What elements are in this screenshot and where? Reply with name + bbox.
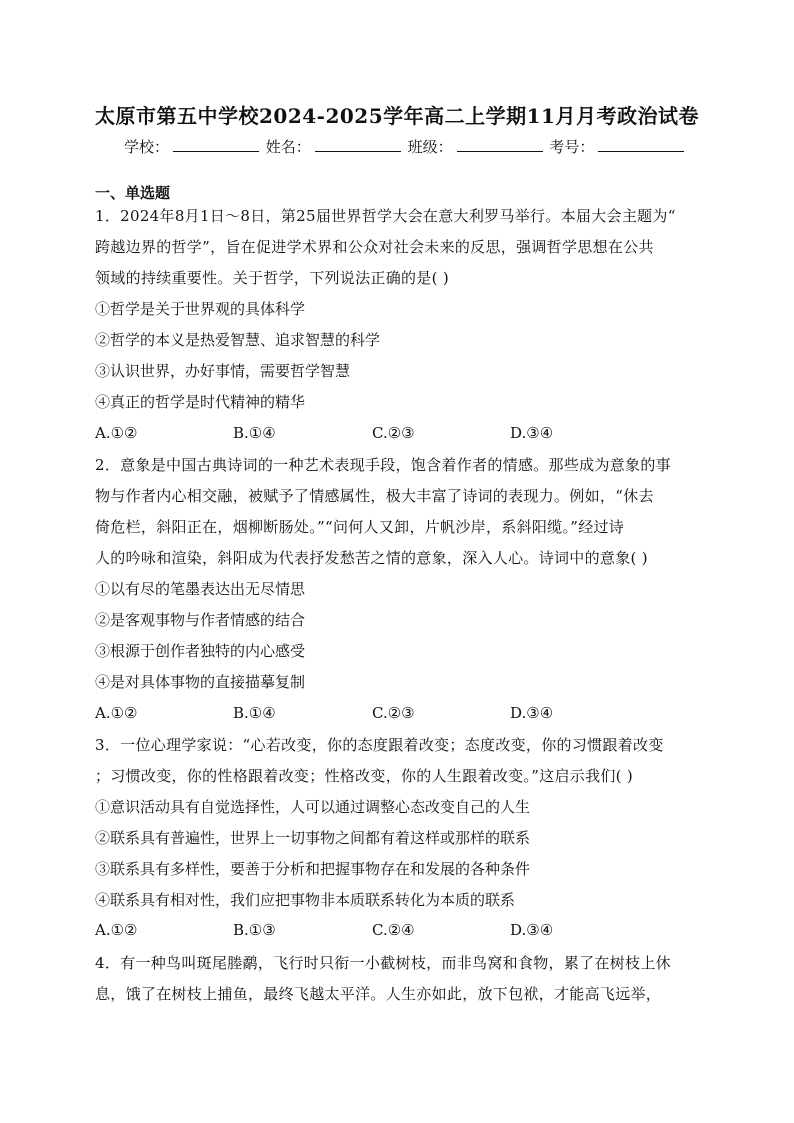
section-title: 一、单选题 xyxy=(95,184,171,202)
school-label: 学校： xyxy=(124,138,170,156)
q3-item: ④联系具有相对性，我们应把事物非本质联系转化为本质的联系 xyxy=(95,891,516,909)
q4-stem-line: 息，饿了在树枝上捕鱼，最终飞越太平洋。人生亦如此，放下包袱，才能高飞远举， xyxy=(95,985,662,1003)
q1-option-a[interactable]: A.①② xyxy=(95,424,138,442)
q4-stem-line: 4．有一种鸟叫斑尾塍鹬，飞行时只衔一小截树枝，而非鸟窝和食物，累了在树枝上休 xyxy=(95,954,671,972)
q1-option-c[interactable]: C.②③ xyxy=(372,424,415,442)
q2-option-a[interactable]: A.①② xyxy=(95,704,138,722)
q1-option-d[interactable]: D.③④ xyxy=(510,424,554,442)
q2-stem-line: 物与作者内心相交融，被赋予了情感属性，极大丰富了诗词的表现力。例如，“休去 xyxy=(95,487,654,505)
q2-option-d[interactable]: D.③④ xyxy=(510,704,554,722)
q3-option-a[interactable]: A.①② xyxy=(95,921,138,939)
q2-option-b[interactable]: B.①④ xyxy=(233,704,276,722)
q3-stem-line: ；习惯改变，你的性格跟着改变；性格改变，你的人生跟着改变。”这启示我们( ) xyxy=(95,767,634,785)
q1-item: ①哲学是关于世界观的具体科学 xyxy=(95,300,306,318)
id-label: 考号： xyxy=(549,138,595,156)
q2-option-c[interactable]: C.②③ xyxy=(372,704,415,722)
q1-stem-line: 1．2024年8月1日～8日，第25届世界哲学大会在意大利罗马举行。本届大会主题为“ xyxy=(95,207,676,225)
q2-stem-line: 倚危栏，斜阳正在，烟柳断肠处。”“问何人又卸，片帆沙岸，系斜阳缆。”经过诗 xyxy=(95,518,625,536)
q2-item: ④是对具体事物的直接描摹复制 xyxy=(95,673,306,691)
q1-stem-line: 跨越边界的哲学”，旨在促进学术界和公众对社会未来的反思，强调哲学思想在公共 xyxy=(95,238,654,256)
q2-stem-line: 人的吟咏和渲染，斜阳成为代表抒发愁苦之情的意象，深入人心。诗词中的意象( ) xyxy=(95,549,648,567)
page-title: 太原市第五中学校2024-2025学年高二上学期11月月考政治试卷 xyxy=(95,104,699,128)
q3-option-b[interactable]: B.①③ xyxy=(233,921,276,939)
class-label: 班级： xyxy=(407,138,453,156)
q2-item: ②是客观事物与作者情感的结合 xyxy=(95,611,306,629)
q3-item: ②联系具有普遍性，世界上一切事物之间都有着这样或那样的联系 xyxy=(95,829,531,847)
q3-stem-line: 3．一位心理学家说：“心若改变，你的态度跟着改变；态度改变，你的习惯跟着改变 xyxy=(95,736,664,754)
q1-item: ④真正的哲学是时代精神的精华 xyxy=(95,393,306,411)
q1-item: ③认识世界，办好事情，需要哲学智慧 xyxy=(95,362,351,380)
q1-option-b[interactable]: B.①④ xyxy=(233,424,276,442)
q3-item: ③联系具有多样性，要善于分析和把握事物存在和发展的各种条件 xyxy=(95,860,531,878)
q3-item: ①意识活动具有自觉选择性，人可以通过调整心态改变自己的人生 xyxy=(95,798,531,816)
id-blank xyxy=(598,139,684,152)
class-blank xyxy=(457,139,543,152)
q3-option-d[interactable]: D.③④ xyxy=(510,921,554,939)
student-info-row xyxy=(124,136,686,157)
name-blank xyxy=(315,139,401,152)
name-label: 姓名： xyxy=(265,138,311,156)
q2-item: ③根源于创作者独特的内心感受 xyxy=(95,642,306,660)
q3-option-c[interactable]: C.②④ xyxy=(372,921,415,939)
school-blank xyxy=(173,139,259,152)
q1-item: ②哲学的本义是热爱智慧、追求智慧的科学 xyxy=(95,331,381,349)
q2-item: ①以有尽的笔墨表达出无尽情思 xyxy=(95,580,306,598)
q1-stem-line: 领域的持续重要性。关于哲学，下列说法正确的是( ) xyxy=(95,269,449,287)
q2-stem-line: 2．意象是中国古典诗词的一种艺术表现手段，饱含着作者的情感。那些成为意象的事 xyxy=(95,456,671,474)
